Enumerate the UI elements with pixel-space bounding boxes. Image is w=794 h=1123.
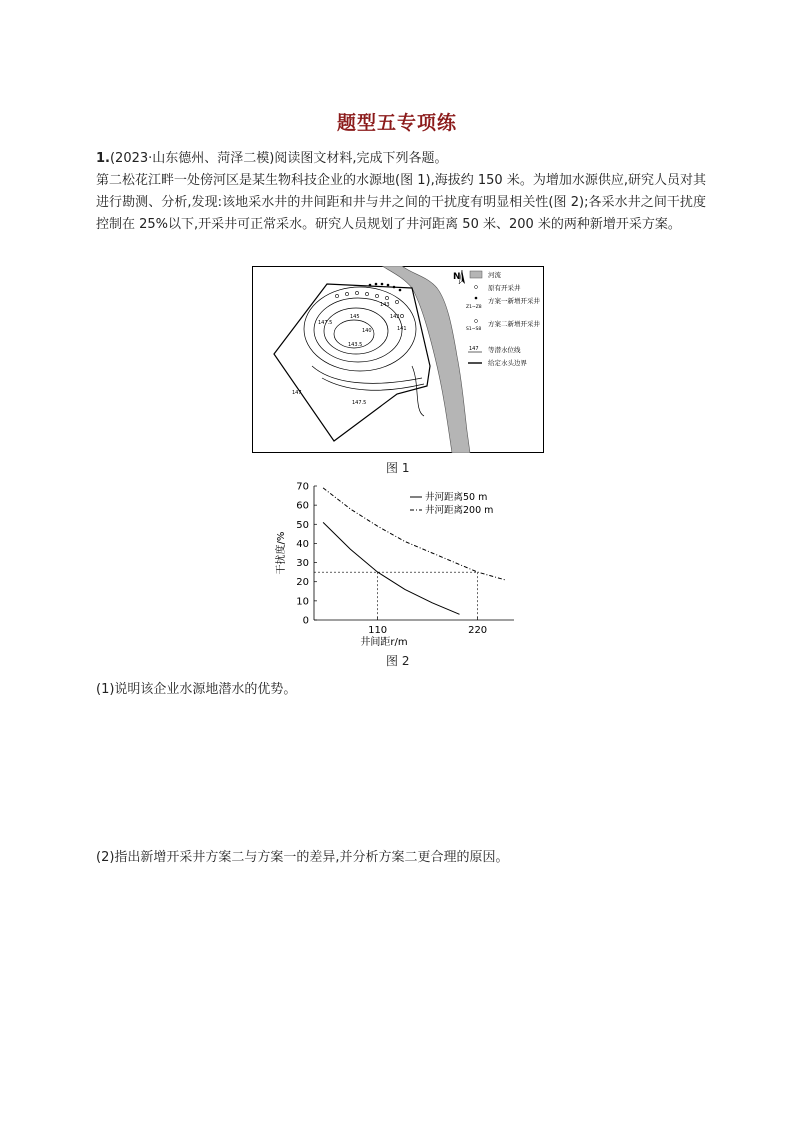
svg-text:河流: 河流 — [488, 271, 501, 279]
y-tick-label: 10 — [296, 596, 309, 608]
y-tick-label: 40 — [296, 538, 309, 550]
x-tick-label: 220 — [468, 625, 488, 636]
figure1-map — [252, 266, 544, 453]
figure2-caption: 图 2 — [386, 654, 410, 668]
y-tick-label: 60 — [296, 500, 309, 512]
y-tick-label: 50 — [296, 519, 309, 531]
contour-label: 147 — [292, 390, 302, 396]
svg-text:等潜水位线: 等潜水位线 — [488, 346, 521, 354]
contour-label: 143 — [380, 302, 390, 308]
legend-label: 井河距离200 m — [425, 505, 494, 516]
question-paragraph: 第二松花江畔一处傍河区是某生物科技企业的水源地(图 1),海拔约 150 米。为增加水源供应,研究人员对其进行勘测、分析,发现:该地采水井的井间距和井与井之间的干扰度有明显相关性(图 2);各采水井之间干扰度控制在 25%以下,开采井可正常采水。研究人员规划了井河距离 50 米、200 米的两种新增开采方案。 — [96, 173, 706, 232]
subquestion-2: (2)指出新增开采井方案二与方案一的差异,并分析方案二更合理的原因。 — [96, 850, 509, 865]
y-tick-label: 0 — [302, 615, 309, 627]
north-label: N — [453, 272, 461, 282]
contour-label: 142 — [390, 314, 400, 320]
figure2-chart — [272, 476, 522, 646]
contour-label: 147.5 — [352, 400, 367, 406]
subquestion-1: (1)说明该企业水源地潜水的优势。 — [96, 682, 297, 697]
y-axis-label: 干扰度/% — [276, 531, 287, 575]
contour-label: 145 — [350, 314, 360, 320]
svg-text:给定水头边界: 给定水头边界 — [488, 359, 527, 367]
x-axis-label: 井间距r/m — [360, 637, 408, 646]
y-tick-label: 30 — [296, 558, 309, 570]
page-title: 题型五专项练 — [336, 112, 457, 134]
svg-text:147: 147 — [469, 346, 479, 352]
svg-text:方案二新增开采井: 方案二新增开采井 — [488, 320, 540, 328]
y-tick-label: 20 — [296, 577, 309, 589]
svg-text:S1~S8: S1~S8 — [466, 327, 482, 332]
question-text — [96, 148, 706, 236]
contour-label: 143.5 — [348, 342, 363, 348]
svg-text:原有开采井: 原有开采井 — [488, 284, 521, 292]
series-line-1 — [323, 522, 459, 614]
svg-text:Z1~Z8: Z1~Z8 — [466, 305, 482, 310]
question-source: (2023·山东德州、菏泽二模)阅读图文材料,完成下列各题。 — [109, 151, 448, 166]
figure1-caption: 图 1 — [386, 461, 410, 475]
x-tick-label: 110 — [368, 625, 388, 636]
y-tick-label: 70 — [296, 481, 309, 493]
question-number: 1. — [96, 151, 110, 166]
contour-label: 141 — [397, 326, 407, 332]
legend-label: 井河距离50 m — [425, 492, 488, 503]
contour-label: 140 — [362, 328, 372, 334]
contour-label: 147.5 — [318, 320, 333, 326]
svg-text:方案一新增开采井: 方案一新增开采井 — [488, 297, 540, 305]
